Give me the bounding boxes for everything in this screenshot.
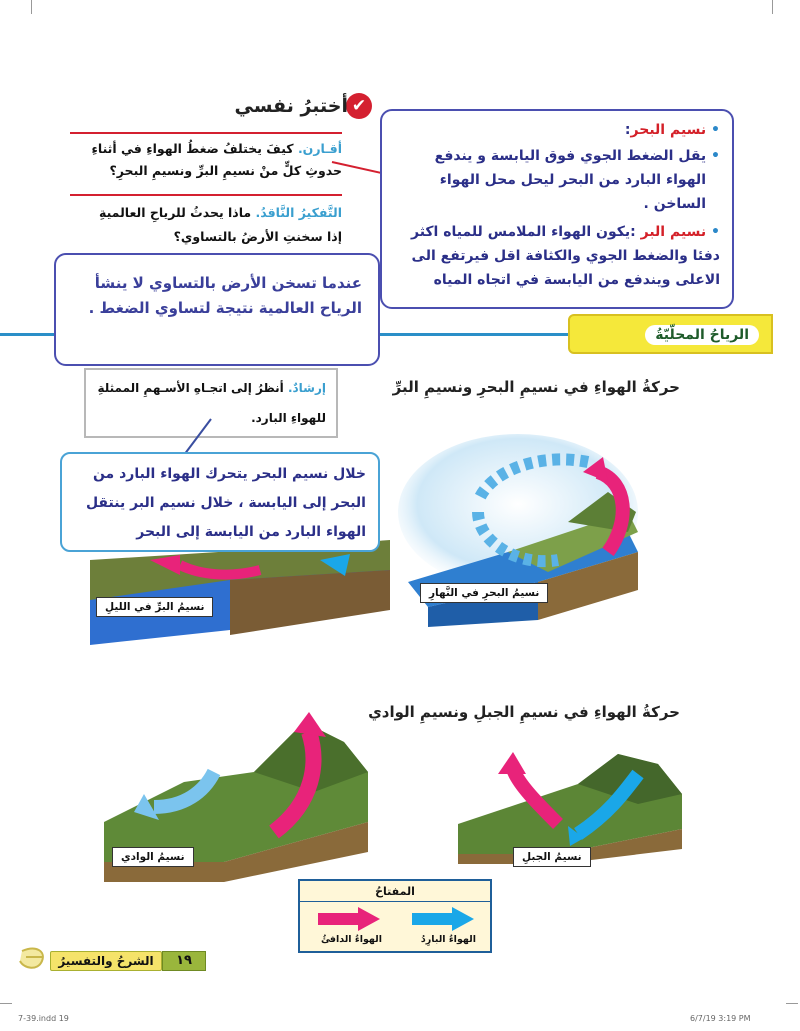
land-breeze-night-illustration [90,540,400,645]
mountain-breeze-illustration [458,744,682,864]
sea-land-breeze-box [380,109,734,309]
slug-filename: 7-39.indd 19 [18,1014,69,1023]
hint-keyword: إرشادٌ. [287,381,326,395]
sea-breeze-heading: • نسيم البحر: [624,122,720,138]
land-breeze-line3: الاعلى ويندفع من اليابسة في اتجاه المياه [433,272,720,288]
land-breeze-line1: • نسيم البر :يكون الهواء الملامس للمياه اكثر [410,224,720,240]
page-footer [12,943,222,973]
local-winds-tab [568,314,773,354]
land-breeze-text1: :يكون الهواء الملامس للمياه اكثر [410,224,636,240]
critical-keyword: التَّفكيرُ النَّاقدُ. [255,205,342,220]
hint-text1: أنظرُ إلى اتجـاهِ الأسـهمِ الممثلةِ [97,381,284,395]
sea-breeze-line2: الهواء البارد من البحر ليحل محل الهواء [439,172,706,188]
legend-warm-label: الهواءُ الدافئُ [321,934,382,945]
compare-question [40,138,342,160]
compare-text: كيفَ يختلفُ ضغطُ الهواءِ في أثناءِ [91,141,294,156]
legend-key [298,879,492,953]
sea-breeze-text1: يقل الضغط الجوي فوق اليابسة و يندفع [434,148,707,164]
land-breeze-line2: دفئا والضغط الجوي والكثافة اقل فيرتفع الى [411,248,720,264]
try-yourself-title: أختبرُ نفسي [234,95,348,117]
critical-question [40,202,342,224]
crop-mark [18,0,32,14]
sea-breeze-note-text: خلال نسيم البحر يتحرك الهواء البارد من البحر إلى اليابسة ، خلال نسيم البر ينتقل الهواء البارد من اليابسة إلى البحر [85,466,366,540]
caption-valley-breeze: نسيمُ الوادي [112,847,194,867]
crop-mark [772,0,786,14]
caption-land-breeze-night: نسيمُ البرِّ في الليلِ [96,597,213,617]
cold-air-arrow-icon [410,907,476,931]
section-logo-icon [12,943,52,973]
hint-line2: للهواءِ البارد. [251,411,326,425]
legend-cold-label: الهواءُ البارِدُ [420,934,476,945]
crop-mark [0,1003,12,1017]
crop-mark [786,1003,798,1017]
page-number: ١٩ [162,951,206,971]
divider [70,194,342,196]
compare-question-line2: حدوثِ كلٍّ منْ نسيمِ البرِّ ونسيمِ البحرِ؟ [109,163,342,178]
warm-air-arrow-icon [316,907,382,931]
local-winds-label: الرياحُ المحلّيّةُ [645,325,759,345]
hint-line1 [88,378,326,398]
compare-keyword: أقـارن. [297,141,342,156]
caption-mountain-breeze: نسيمُ الجبلِ [513,847,591,867]
slug-timestamp: 6/7/19 3:19 PM [690,1014,751,1023]
sea-breeze-label: نسيم البحر [630,122,707,138]
answer-text: عندما تسخن الأرض بالتساوي لا ينشأ الرياح العالمية نتيجة لتساوي الضغط . [88,274,362,317]
legend-title: المفتاحُ [375,885,415,898]
sea-breeze-line3: الساخن . [643,196,706,212]
sea-breeze-note-box [60,452,380,552]
sea-breeze-line1: • يقل الضغط الجوي فوق اليابسة و يندفع [434,148,720,164]
figure2-title: حركةُ الهواءِ في نسيمِ الجبلِ ونسيمِ الوادي [368,703,680,721]
legend-divider [300,901,490,902]
critical-question-line2: إذا سخنتِ الأرضُ بالتساوي؟ [173,229,342,244]
caption-sea-breeze-day: نسيمُ البحرِ في النَّهارِ [420,583,548,603]
figure1-title: حركةُ الهواءِ في نسيمِ البحرِ ونسيمِ البرِّ [392,378,680,396]
critical-text: ماذا يحدثُ للرياحِ العالميةِ [99,205,252,220]
check-badge-icon: ✔ [346,93,372,119]
answer-box [54,253,380,366]
land-breeze-label: نسيم البر [640,224,707,240]
footer-section-label: الشرحُ والتفسيرُ [50,951,162,971]
divider [70,132,342,134]
